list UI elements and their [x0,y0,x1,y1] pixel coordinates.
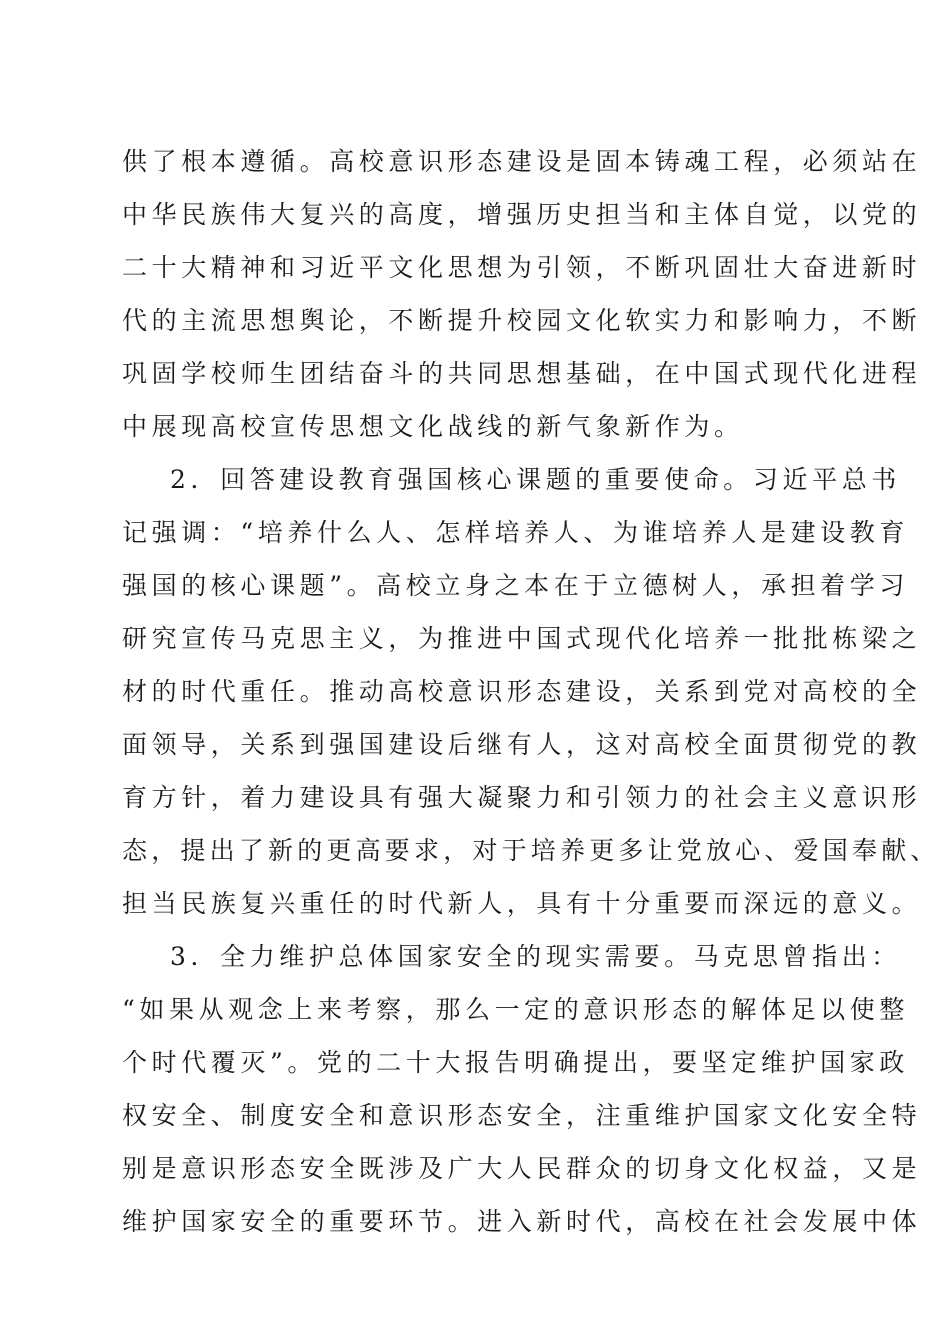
text-line: 巩固学校师生团结奋斗的共同思想基础，在中国式现代化进程 [122,359,922,388]
text-line: 态，提出了新的更高要求，对于培养更多让党放心、爱国奉献、 [122,836,940,865]
text-line: 中华民族伟大复兴的高度，增强历史担当和主体自觉，以党的 [122,200,922,229]
text-line: 权安全、制度安全和意识形态安全，注重维护国家文化安全特 [122,1101,922,1130]
text-line: 代的主流思想舆论，不断提升校园文化软实力和影响力，不断 [122,306,922,335]
text-line: 面领导，关系到强国建设后继有人，这对高校全面贯彻党的教 [122,730,922,759]
text-line: 研究宣传马克思主义，为推进中国式现代化培养一批批栋梁之 [122,624,922,653]
text-line: 记强调：“培养什么人、怎样培养人、为谁培养人是建设教育 [122,518,909,547]
text-line: 担当民族复兴重任的时代新人，具有十分重要而深远的意义。 [122,889,922,918]
paragraph-heading-3: 3．全力维护总体国家安全的现实需要。马克思曾指出： [170,942,901,971]
text-line: 材的时代重任。推动高校意识形态建设，关系到党对高校的全 [122,677,922,706]
text-line: 个时代覆灭”。党的二十大报告明确提出，要坚定维护国家政 [122,1048,909,1077]
text-line: “如果从观念上来考察，那么一定的意识形态的解体足以使整 [122,995,909,1024]
text-line: 育方针，着力建设具有强大凝聚力和引领力的社会主义意识形 [122,783,922,812]
text-line: 供了根本遵循。高校意识形态建设是固本铸魂工程，必须站在 [122,147,922,176]
text-line: 强国的核心课题”。高校立身之本在于立德树人，承担着学习 [122,571,909,600]
text-line: 二十大精神和习近平文化思想为引领，不断巩固壮大奋进新时 [122,253,922,282]
text-line: 中展现高校宣传思想文化战线的新气象新作为。 [122,412,744,441]
paragraph-heading-2: 2．回答建设教育强国核心课题的重要使命。习近平总书 [170,465,901,494]
text-line: 维护国家安全的重要环节。进入新时代，高校在社会发展中体 [122,1207,922,1236]
text-line: 别是意识形态安全既涉及广大人民群众的切身文化权益，又是 [122,1154,922,1183]
